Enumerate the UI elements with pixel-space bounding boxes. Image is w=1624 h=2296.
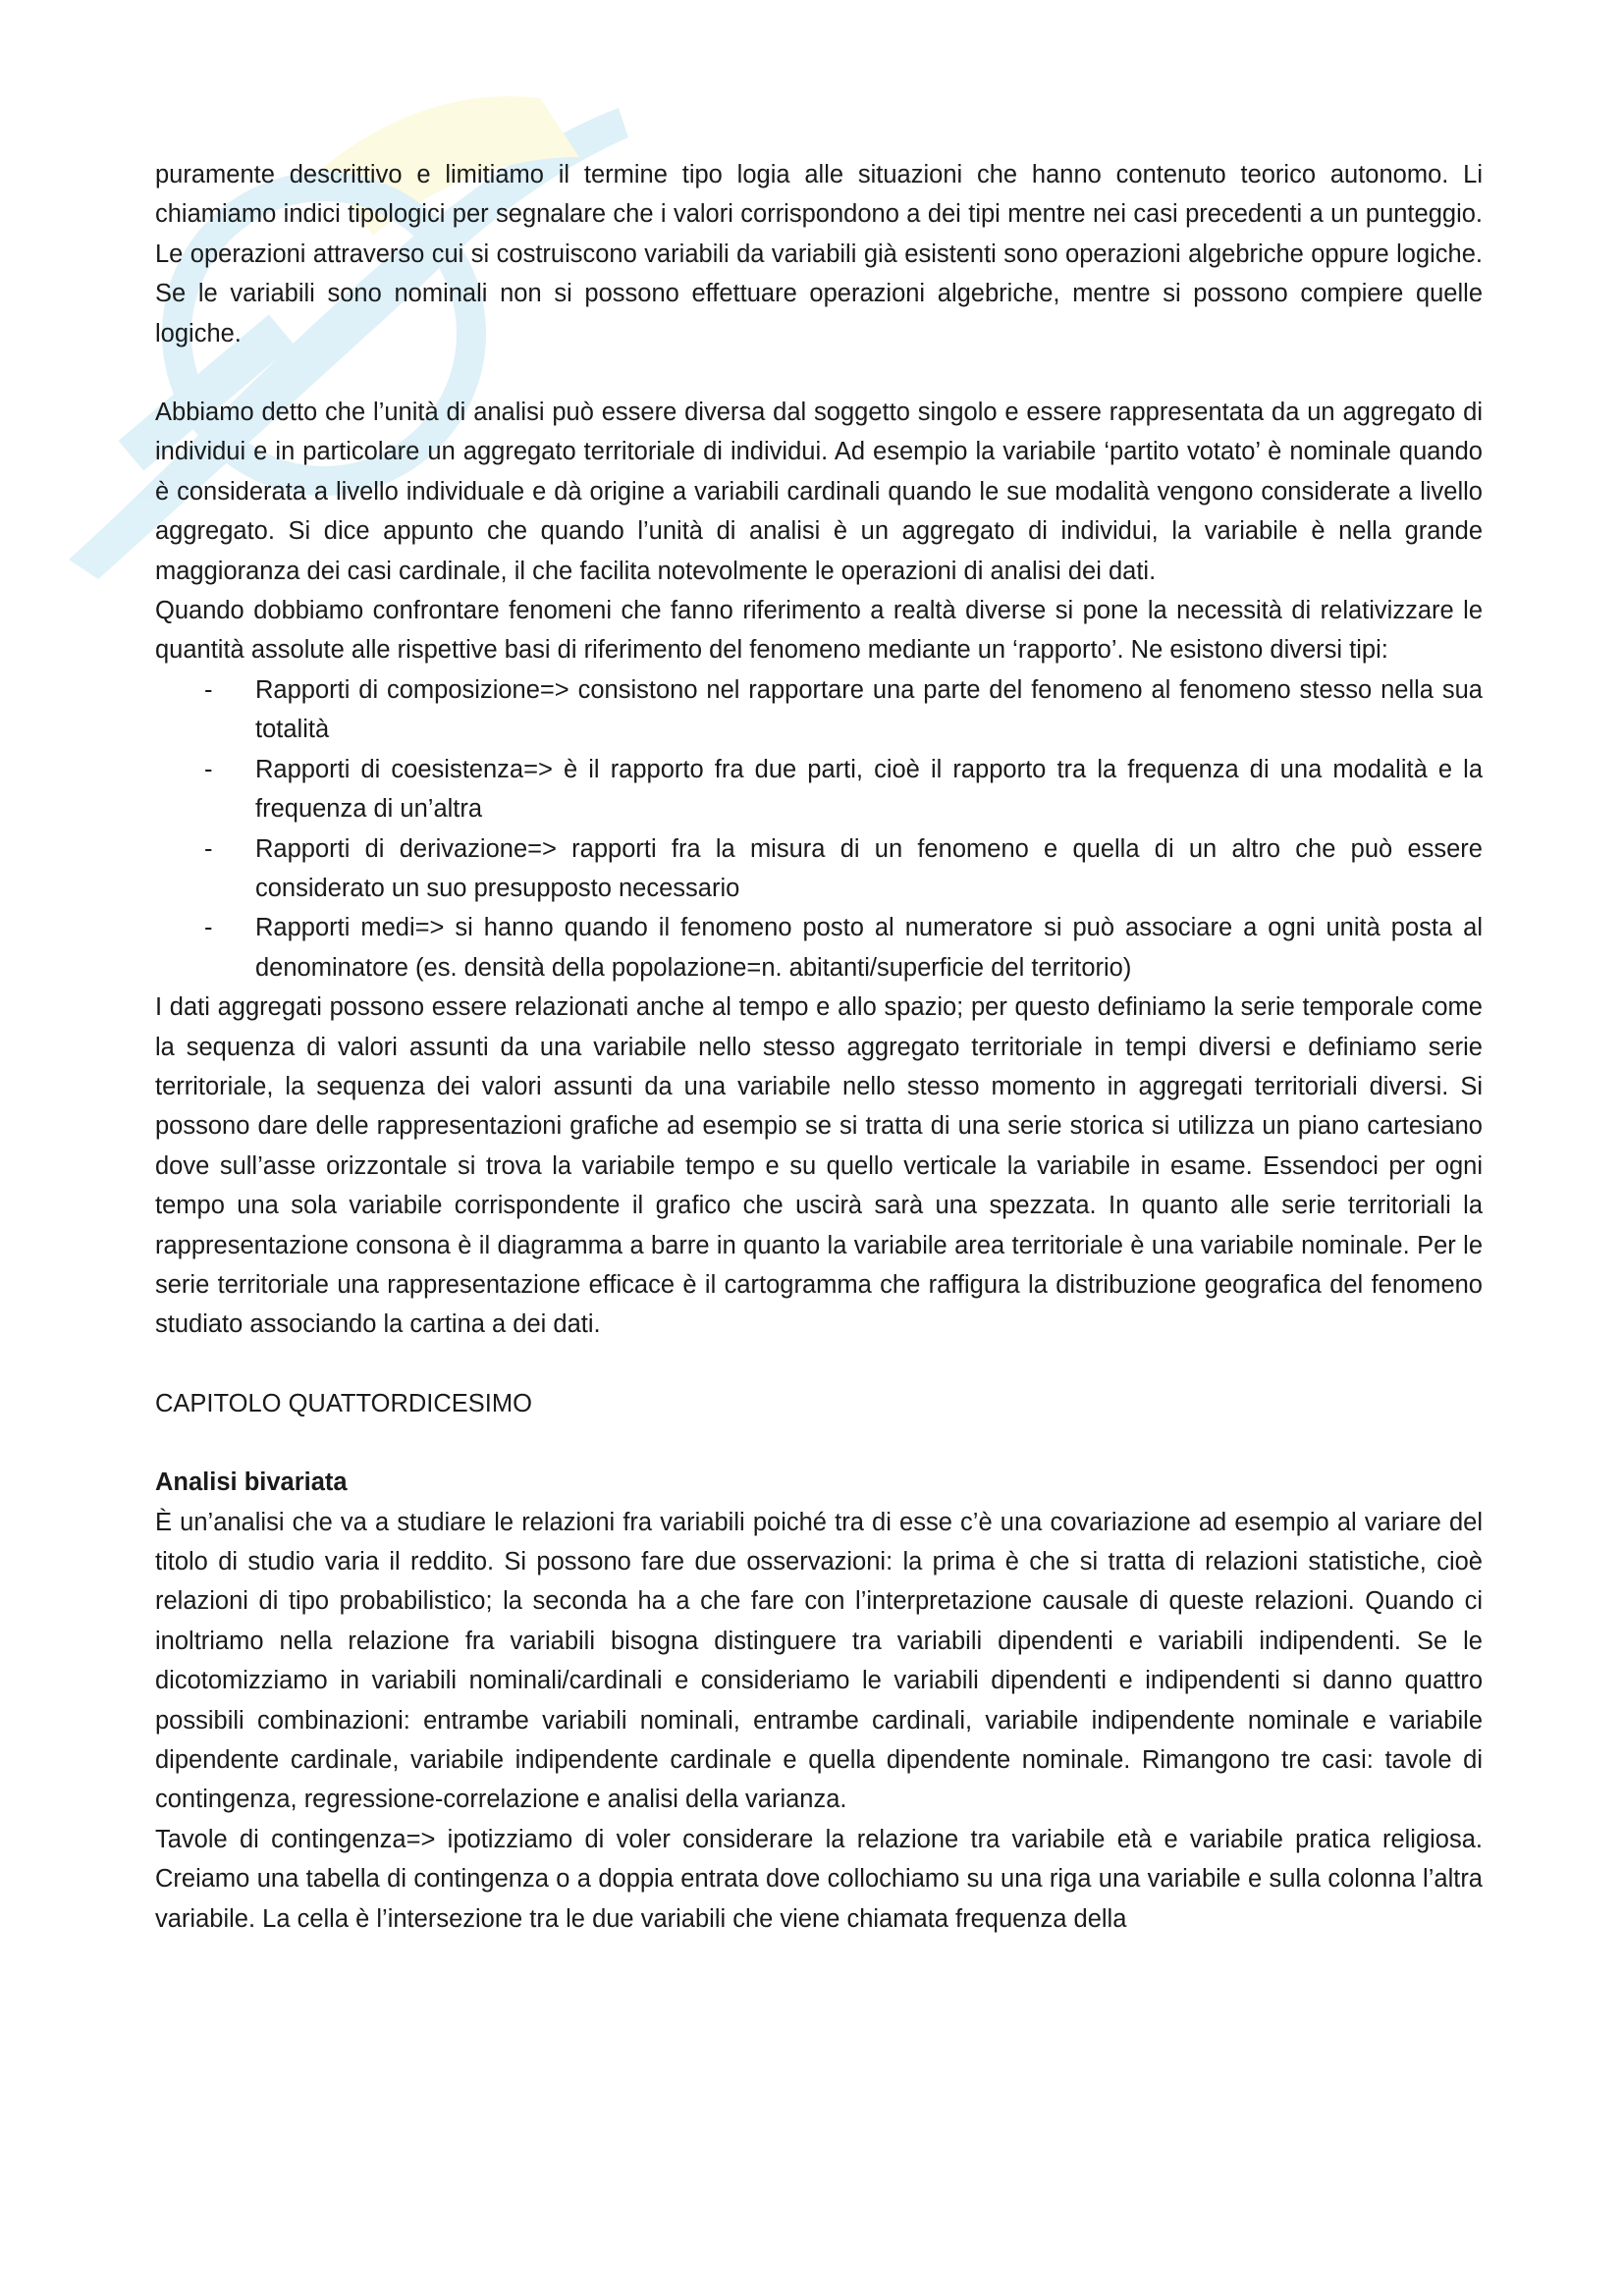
document-page xyxy=(155,155,1483,1939)
list-dash: - xyxy=(204,675,213,704)
paragraph-spacer xyxy=(155,1423,1483,1463)
paragraph-spacer xyxy=(155,1345,1483,1384)
list-dash: - xyxy=(204,834,213,863)
paragraph-tavole-contingenza: Tavole di contingenza=> ipotizziamo di voler considerare la relazione tra variabile età e variabile pratica religiosa. Creiamo una tabella di contingenza o a doppia entrata dove collochiamo su una riga una variabile e sulla colonna l’altra variabile. La cella è l’intersezione tra le due variabili che viene chiamata frequenza della xyxy=(155,1825,1483,1933)
paragraph-unita-analisi: Abbiamo detto che l’unità di analisi può essere diversa dal soggetto singolo e essere rappresentata da un aggregato di individui e in particolare un aggregato territoriale di individui. Ad esempio la variabile ‘partito votato’ è nominale quando è considerata a livello individuale e dà origine a variabili cardinali quando le sue modalità vengono considerate a livello aggregato. Si dice appunto che quando l’unità di analisi è un aggregato di individui, la variabile è nella grande maggioranza dei casi cardinale, il che facilita notevolmente le operazioni di analisi dei dati. xyxy=(155,399,1483,585)
list-item-text: Rapporti medi=> si hanno quando il fenomeno posto al numeratore si può associare a ogni unità posta al denominatore (es. densità della popolazione=n. abitanti/superficie del territorio) xyxy=(255,914,1483,982)
chapter-title: CAPITOLO QUATTORDICESIMO xyxy=(155,1389,532,1417)
paragraph-tipologie: puramente descrittivo e limitiamo il termine tipo logia alle situazioni che hanno contenuto teorico autonomo. Li chiamiamo indici tipologici per segnalare che i valori corrispondono a dei tipi mentre nei casi precedenti a un punteggio. Le operazioni attraverso cui si costruiscono variabili da variabili già esistenti sono operazioni algebriche oppure logiche. Se le variabili sono nominali non si possono effettuare operazioni algebriche, mentre si possono compiere quelle logiche. xyxy=(155,161,1483,347)
list-item-text: Rapporti di coesistenza=> è il rapporto fra due parti, cioè il rapporto tra la frequenza di una modalità e la frequenza di un’altra xyxy=(255,755,1483,824)
list-item-text: Rapporti di composizione=> consistono nel rapportare una parte del fenomeno al fenomeno stesso nella sua totalità xyxy=(255,675,1483,744)
paragraph-rapporti-intro: Quando dobbiamo confrontare fenomeni che fanno riferimento a realtà diverse si pone la necessità di relativizzare le quantità assolute alle rispettive basi di riferimento del fenomeno mediante un ‘rapporto’. Ne esistono diversi tipi: xyxy=(155,597,1483,665)
rapporti-list xyxy=(155,670,1483,988)
list-item xyxy=(155,750,1483,829)
list-item-text: Rapporti di derivazione=> rapporti fra la misura di un fenomeno e quella di un altro che può essere considerato un suo presupposto necessario xyxy=(255,834,1483,902)
paragraph-analisi-bivariata: È un’analisi che va a studiare le relazioni fra variabili poiché tra di esse c’è una covariazione ad esempio al variare del titolo di studio varia il reddito. Si possono fare due osservazioni: la prima è che si tratta di relazioni statistiche, cioè relazioni di tipo probabilistico; la seconda ha a che fare con l’interpretazione causale di queste relazioni. Quando ci inoltriamo nella relazione fra variabili bisogna distinguere tra variabili dipendenti e variabili indipendenti. Se le dicotomizziamo in variabili nominali/cardinali e consideriamo le variabili dipendenti e indipendenti si danno quattro possibili combinazioni: entrambe variabili nominali, entrambe cardinali, variabile indipendente nominale e variabile dipendente cardinale, variabile indipendente cardinale e quella dipendente nominale. Rimangono tre casi: tavole di contingenza, regressione-correlazione e analisi della varianza. xyxy=(155,1508,1483,1814)
list-dash: - xyxy=(204,755,213,783)
list-item xyxy=(155,829,1483,909)
paragraph-serie: I dati aggregati possono essere relazionati anche al tempo e allo spazio; per questo definiamo la serie temporale come la sequenza di valori assunti da una variabile nello stesso aggregato territoriale in tempi diversi e definiamo serie territoriale, la sequenza dei valori assunti da una variabile nello stesso momento in aggregati territoriali diversi. Si possono dare delle rappresentazioni grafiche ad esempio se si tratta di una serie storica si utilizza un piano cartesiano dove sull’asse orizzontale si trova la variabile tempo e su quello verticale la variabile in esame. Essendoci per ogni tempo una sola variabile corrispondente il grafico che uscirà sarà una spezzata. In quanto alle serie territoriali la rappresentazione consona è il diagramma a barre in quanto la variabile area territoriale è una variabile nominale. Per le serie territoriale una rappresentazione efficace è il cartogramma che raffigura la distribuzione geografica del fenomeno studiato associando la cartina a dei dati. xyxy=(155,993,1483,1339)
list-item xyxy=(155,670,1483,750)
list-dash: - xyxy=(204,914,213,942)
section-heading: Analisi bivariata xyxy=(155,1468,348,1497)
paragraph-spacer xyxy=(155,353,1483,393)
list-item xyxy=(155,908,1483,988)
